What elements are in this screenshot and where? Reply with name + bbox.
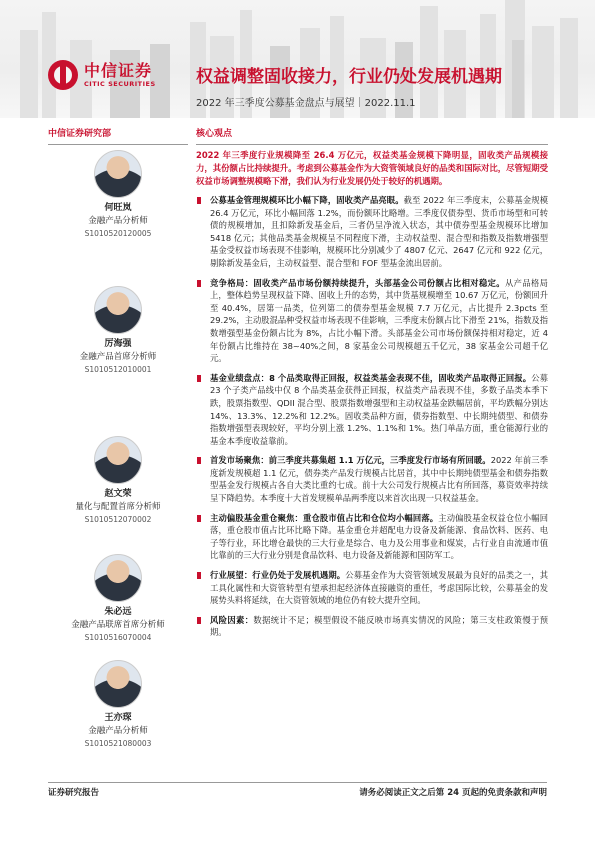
- report-title: 权益调整固收接力，行业仍处发展机遇期: [196, 67, 502, 87]
- analyst-photo: [94, 286, 142, 334]
- analyst-license-id: S1010512010001: [84, 365, 152, 374]
- analyst-card: [48, 286, 188, 376]
- core-views-column: [196, 126, 548, 646]
- analyst-name: 王亦琛: [104, 713, 132, 723]
- analyst-card: [48, 554, 188, 644]
- analyst-photo: [94, 554, 142, 602]
- key-point-text: 主动偏股基金权益仓位小幅回落，重仓股市值占比环比略下降。基金重仓并超配电力设备及新能源、食品饮料、医药、电子等行业，环比增仓最快的三大行业是综合、电力及公用事业和煤炭，占行业自由流通市值比靠前的三大行业分别是食品饮料、电力设备及新能源和国防军工。: [210, 512, 548, 561]
- analyst-license-id: S1010520120005: [84, 229, 152, 238]
- key-point-lead: 行业展望：行业仍处于发展机遇期。: [210, 570, 346, 581]
- key-point-lead: 风险因素：: [210, 614, 254, 625]
- footer-report-type: 证券研究报告: [48, 788, 100, 798]
- analyst-name: 朱必远: [104, 607, 132, 617]
- key-point-text: 2022 年前三季度新发规模超 1.1 亿元，债券类产品发行规模占比居首，其中中长期纯债型基金和债券指数型基金发行规模占各自大类比重约七成。前十大公司发行规模占比有所回落，募资效率持续呈下降趋势。本季度十大首发规模单品两季度以来首次出现一只权益基金。: [210, 455, 548, 504]
- key-point-lead: 竞争格局：固收类产品市场份额持续提升，头部基金公司份额占比相对稳定。: [210, 277, 505, 288]
- key-point-lead: 公募基金管理规模环比小幅下降，固收类产品亮眼。: [210, 195, 404, 205]
- analyst-role: 金融产品联席首席分析师: [71, 620, 165, 630]
- key-point-lead: 主动偏股基金重仓聚焦：重仓股市值占比和仓位均小幅回落。: [210, 512, 439, 523]
- key-point: [196, 512, 548, 562]
- analyst-name: 赵文荣: [104, 489, 132, 499]
- citic-logo: [48, 60, 156, 90]
- key-point-text: 从产品格局上，整体趋势呈现权益下降、固收上升的态势，其中货基规模增至 10.67 万亿元，份额回升至 40.4%，居第一品类，位列第二的债券型基金规模 7.7 万亿元，占比提升 2.3pcts 至 29.2%，主动股混品种受权益市场表现不佳影响，三季度末份额占比下滑至 21%，指数及指数增强型基金份额占比为 8%，占比小幅下滑。头部基金公司市场份额保持相对稳定，近 4 年份额占比维持在 38~40%之间，8 家基金公司规模超五千亿元，38 家基金公司超千亿元。: [210, 277, 548, 364]
- logo-chinese-text: 中信证券: [84, 61, 153, 80]
- department-heading: 中信证券研究部: [48, 126, 188, 145]
- analyst-card: [48, 436, 188, 526]
- key-point-text: 截至 2022 年三季度末，公募基金规模 26.4 万亿元，环比小幅回落 1.2%，而份额环比略增。三季度仅债券型、货币市场型和可转债的规模增加，且扣除新发基金后，三者仍呈净流入状态，其中债券型基金规模环比增加 5418 亿元；其他品类基金规模呈不同程度下滑，主动权益型、混合型和指数及指数增强型基金受权益市场表现不佳影响，规模环比分别减少了 4807 亿元、2647 亿元和 922 亿元，剔除新发基金后，主动权益型、混合型和 FOF 型基金流出居前。: [210, 195, 548, 268]
- footer-divider: [48, 782, 547, 783]
- key-point-lead: 首发市场聚焦：前三季度共募集超 1.1 万亿元，三季度发行市场有所回暖。: [210, 455, 491, 466]
- key-point: [196, 372, 548, 448]
- footer-disclaimer: 请务必阅读正文之后第 24 页起的免责条款和声明: [359, 788, 547, 798]
- analyst-license-id: S1010521080003: [84, 739, 152, 748]
- analyst-card: [48, 150, 188, 240]
- analyst-role: 金融产品分析师: [88, 216, 148, 226]
- research-department-column: [48, 126, 188, 145]
- summary-paragraph: 2022 年三季度行业规模降至 26.4 万亿元，权益类基金规模下降明显，固收类产品规模接力，其份额占比持续提升。考虑到公募基金作为大资管领域良好的品类和国际对比，尽管短期受权益市场调整规模略下滑，我们认为行业发展仍处于较好的机遇期。: [196, 150, 548, 186]
- analyst-photo: [94, 150, 142, 198]
- analyst-role: 金融产品首席分析师: [79, 352, 157, 362]
- citic-emblem-icon: [48, 60, 78, 90]
- logo-english-text: CITIC SECURITIES: [84, 80, 156, 88]
- report-header: [0, 0, 595, 118]
- key-point: [196, 569, 548, 607]
- analyst-role: 金融产品分析师: [88, 726, 148, 736]
- key-point: [196, 194, 548, 270]
- key-point-text: 数据统计不足；模型假设不能反映市场真实情况的风险；第三支柱政策慢于预期。: [210, 614, 548, 638]
- analyst-role: 量化与配置首席分析师: [75, 502, 161, 512]
- analyst-license-id: S1010512070002: [84, 515, 152, 524]
- analyst-card: [48, 660, 188, 750]
- key-point: [196, 454, 548, 504]
- analyst-name: 何旺岚: [104, 203, 132, 213]
- key-point-lead: 基金业绩盘点：8 个品类取得正回报，权益类基金表现不佳，固收类产品取得正回报。: [210, 372, 532, 383]
- analyst-photo: [94, 660, 142, 708]
- core-views-heading: 核心观点: [196, 126, 548, 145]
- key-point: [196, 277, 548, 365]
- analyst-license-id: S1010516070004: [84, 633, 152, 642]
- report-subtitle: 2022 年三季度公募基金盘点与展望｜2022.11.1: [196, 98, 416, 109]
- key-point-text: 公募 23 个子类产品线中仅 8 个品类基金获得正回报，权益类产品表现不佳，多数子品类本季下跌，股票指数型、QDII 混合型、股票指数增强型和主动权益基金跌幅居前，平均跌幅分别达 14%、13.3%、12.2%和 12.2%。固收类品种方面，债券指数型、中长期纯债型、和债券指数增强型表现较好，平均分别上涨 1.2%、1.1%和 1%。热门单品方面，重仓能源行业的基金本季度收益靠前。: [210, 372, 548, 446]
- analyst-name: 厉海强: [104, 339, 132, 349]
- key-point: [196, 614, 548, 639]
- analyst-photo: [94, 436, 142, 484]
- key-point-text: 公募基金作为大资管领域发展最为良好的品类之一，其工具化属性和大资管转型有望承担起经济体直接融资的重任，考虑国际比较，公募基金的发展势头料将延续，在大资管领域的地位仍有较大提升空间。: [210, 570, 548, 606]
